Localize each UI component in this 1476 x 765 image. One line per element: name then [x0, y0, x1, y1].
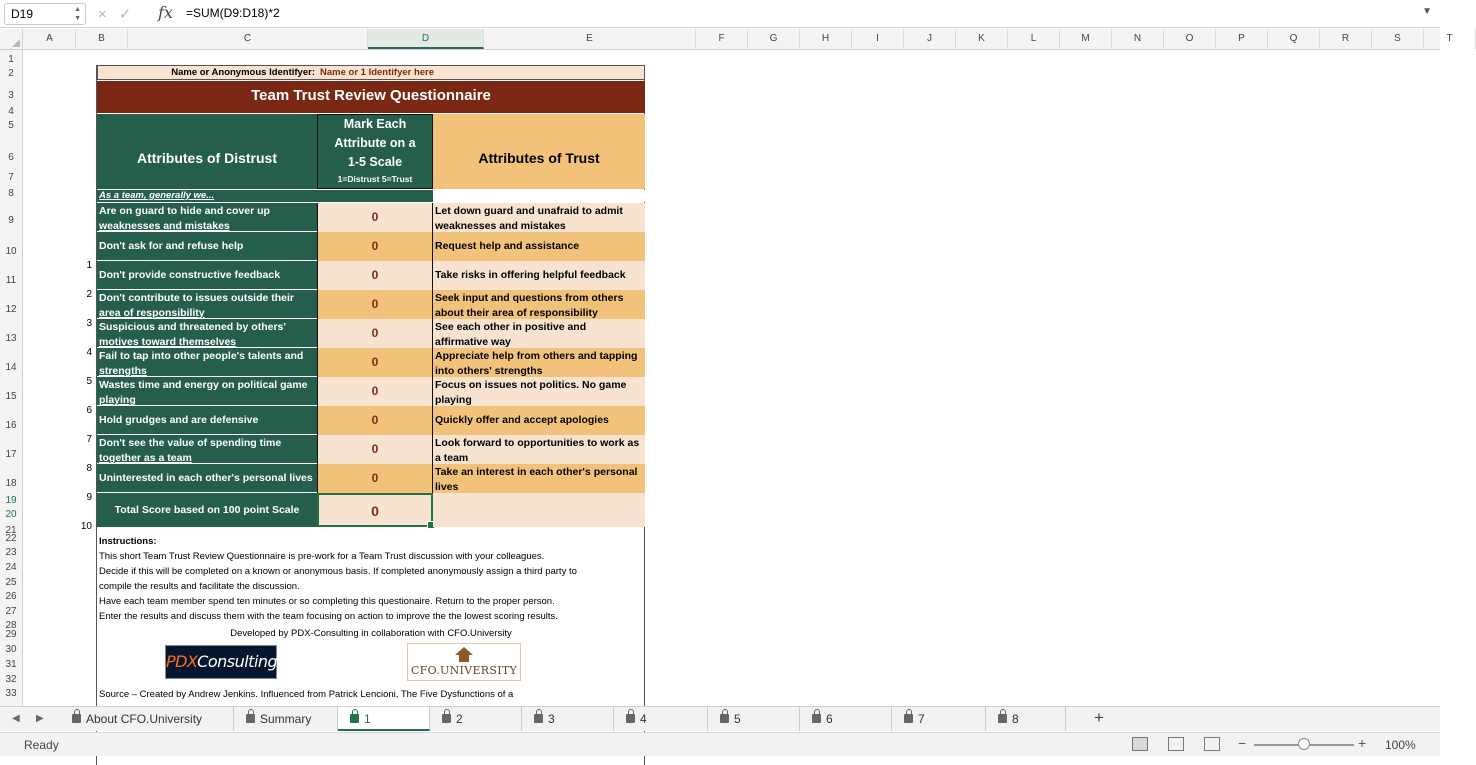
sheet-tab-label: 4 [640, 712, 647, 726]
sheet-tab-label: 5 [734, 712, 741, 726]
row-header[interactable]: 33 [5, 688, 17, 699]
total-label: Total Score based on 100 point Scale [97, 493, 317, 527]
as-team-label: As a team, generally we... [97, 190, 317, 202]
score-cell[interactable]: 0 [317, 406, 433, 435]
pdx-logo-text-a: PD [166, 652, 187, 671]
question-number: 8 [86, 463, 92, 474]
trust-attribute [433, 377, 645, 406]
distrust-attribute [97, 406, 317, 435]
distrust-attribute [97, 348, 317, 377]
row-header[interactable]: 16 [5, 420, 17, 431]
header-scale [317, 114, 433, 189]
sheet-tab[interactable] [234, 707, 338, 731]
row-header[interactable]: 32 [5, 674, 17, 685]
question-row [97, 406, 645, 435]
questionnaire-form [96, 65, 645, 765]
question-number: 10 [80, 521, 92, 532]
lock-icon [626, 714, 635, 723]
row-header[interactable]: 1 [8, 54, 14, 65]
column-header[interactable]: O [1164, 29, 1216, 49]
question-row [97, 377, 645, 406]
trust-attribute [433, 406, 645, 435]
zoom-level: 100% [1385, 738, 1416, 752]
distrust-text: Uninterested in each other's personal lives [99, 472, 313, 484]
column-headers [0, 29, 1453, 50]
pdx-logo-text-x: X [186, 652, 198, 671]
trust-text: lives [435, 481, 459, 493]
formula-actions [98, 5, 143, 23]
row-header[interactable]: 20 [5, 509, 17, 520]
cancel-icon[interactable]: × [98, 6, 119, 23]
sheet-tab[interactable] [614, 707, 708, 731]
question-number: 7 [86, 434, 92, 445]
column-header[interactable]: N [1112, 29, 1164, 49]
score-cell[interactable]: 0 [317, 232, 433, 261]
confirm-icon[interactable]: ✓ [118, 6, 144, 23]
worksheet-grid[interactable] [24, 50, 1440, 706]
column-header[interactable]: P [1216, 29, 1268, 49]
column-header[interactable]: I [852, 29, 904, 49]
pdx-consulting-logo [165, 645, 277, 679]
cfo-logo-text: CFO.UNIVERSITY [410, 664, 518, 677]
score-cell[interactable]: 0 [317, 348, 433, 377]
row-header[interactable]: 30 [5, 644, 17, 655]
name-box[interactable] [4, 3, 86, 25]
name-input-cell[interactable]: Name or 1 Identifyer here [320, 67, 435, 78]
question-number: 4 [86, 347, 92, 358]
cell-reference: D19 [11, 7, 34, 21]
trust-attribute [433, 261, 645, 290]
select-all-corner[interactable] [0, 29, 23, 49]
sheet-tab[interactable] [522, 707, 614, 731]
scroll-tabs-right-icon[interactable]: ▶ [36, 713, 44, 724]
instructions-heading: Instructions: [99, 536, 157, 547]
row-header[interactable]: 4 [8, 106, 14, 117]
instructions [99, 534, 639, 624]
distrust-text: Don't see the value of spending time [99, 437, 282, 449]
sheet-tab-label: 3 [548, 712, 555, 726]
row-header[interactable]: 21 [5, 525, 17, 536]
name-box-stepper-icon[interactable]: ▲ ▼ [74, 6, 81, 22]
column-header[interactable]: J [904, 29, 956, 49]
sheet-tab-label: Summary [260, 712, 312, 726]
score-cell[interactable]: 0 [317, 319, 433, 348]
form-title: Team Trust Review Questionnaire [97, 81, 645, 113]
column-header[interactable]: G [748, 29, 800, 49]
trust-text: See each other in positive and [435, 321, 587, 333]
trust-attribute [433, 203, 645, 232]
expand-formula-bar-icon[interactable]: ▼ [1422, 6, 1432, 17]
column-header[interactable]: D [368, 29, 484, 49]
column-header[interactable]: F [696, 29, 748, 49]
row-header[interactable]: 24 [5, 562, 17, 573]
trust-text: Look forward to opportunities to work as [435, 437, 640, 449]
sheet-tab[interactable] [708, 707, 800, 731]
row-header[interactable]: 2 [8, 68, 14, 79]
score-cell[interactable]: 0 [317, 435, 433, 464]
header-scale-line3: 1-5 Scale [347, 155, 403, 169]
column-header[interactable]: Q [1268, 29, 1320, 49]
trust-text: Take risks in offering helpful feedback [435, 269, 626, 281]
row-header[interactable]: 8 [8, 188, 14, 199]
column-header[interactable]: A [24, 29, 76, 49]
zoom-in-icon[interactable]: + [1358, 735, 1367, 751]
question-row [97, 319, 645, 348]
question-row [97, 232, 645, 261]
row-header[interactable]: 7 [8, 172, 14, 183]
distrust-attribute [97, 261, 317, 290]
lock-icon [998, 714, 1007, 723]
cfo-university-logo [407, 643, 521, 681]
distrust-attribute [97, 232, 317, 261]
score-cell[interactable]: 0 [317, 290, 433, 319]
question-row [97, 348, 645, 377]
question-row [97, 261, 645, 290]
trust-text: affirmative way [435, 336, 511, 348]
trust-text: about their area of responsibility [435, 307, 598, 319]
lock-icon [246, 714, 255, 723]
zoom-out-icon[interactable]: − [1238, 735, 1247, 751]
trust-text: Take an interest in each other's personal [435, 466, 638, 478]
instruction-line: Decide if this will be completed on a known or anonymous basis. If completed anonymously assign a third party to [99, 566, 577, 577]
lock-icon [72, 714, 81, 723]
question-number: 6 [86, 405, 92, 416]
insert-function-icon[interactable]: fx [158, 3, 173, 22]
distrust-text: strengths [99, 365, 147, 377]
row-header[interactable]: 3 [8, 90, 14, 101]
row-header[interactable]: 12 [5, 304, 17, 315]
distrust-text: together as a team [99, 452, 192, 464]
column-header[interactable]: K [956, 29, 1008, 49]
question-number: 3 [86, 318, 92, 329]
header-scale-line2: Attribute on a [334, 136, 416, 150]
as-team-mid [317, 190, 433, 202]
lock-icon [442, 714, 451, 723]
row-header[interactable]: 25 [5, 577, 17, 588]
row-header[interactable]: 6 [8, 152, 14, 163]
row-header[interactable]: 9 [8, 215, 14, 226]
trust-text: playing [435, 394, 472, 406]
question-number: 1 [86, 260, 92, 271]
column-header[interactable]: E [484, 29, 696, 49]
header-trust: Attributes of Trust [433, 114, 645, 189]
status-text: Ready [24, 738, 59, 752]
distrust-text: area of responsibility [99, 307, 205, 319]
sheet-tab-label: 8 [1012, 712, 1019, 726]
sheet-tab[interactable] [986, 707, 1066, 731]
distrust-text: Suspicious and threatened by others' [99, 321, 286, 333]
row-header[interactable]: 29 [5, 629, 17, 640]
column-header[interactable]: B [76, 29, 128, 49]
row-header[interactable]: 5 [8, 120, 14, 131]
row-header[interactable]: 27 [5, 606, 17, 617]
trust-text: a team [435, 452, 469, 464]
distrust-text: Don't contribute to issues outside their [99, 292, 295, 304]
distrust-attribute [97, 203, 317, 232]
trust-text: Seek input and questions from others [435, 292, 624, 304]
lock-icon [812, 714, 821, 723]
distrust-text: playing [99, 394, 136, 406]
column-header[interactable]: C [128, 29, 368, 49]
trust-text: Focus on issues not politics. No game [435, 379, 627, 391]
sheet-tab[interactable] [430, 707, 522, 731]
header-scale-legend: 1=Distrust 5=Trust [337, 174, 413, 184]
score-cell[interactable]: 0 [317, 377, 433, 406]
sheet-tab-label: About CFO.University [86, 712, 203, 726]
zoom-slider-handle[interactable] [1298, 738, 1310, 750]
pdx-logo-text-c: Consulting [197, 652, 278, 671]
trust-attribute [433, 348, 645, 377]
status-bar [0, 732, 1440, 756]
row-header[interactable]: 10 [5, 246, 17, 257]
trust-text: Quickly offer and accept apologies [435, 414, 609, 426]
scroll-tabs-left-icon[interactable]: ◀ [12, 713, 20, 724]
trust-attribute [433, 435, 645, 464]
question-number: 2 [86, 289, 92, 300]
question-number: 5 [86, 376, 92, 387]
total-filler [433, 493, 645, 527]
sheet-tab-label: 6 [826, 712, 833, 726]
lock-icon [350, 714, 359, 723]
column-header[interactable]: H [800, 29, 852, 49]
distrust-text: Don't provide constructive feedback [99, 269, 281, 281]
row-header[interactable]: 26 [5, 591, 17, 602]
page-layout-view-icon[interactable] [1168, 737, 1184, 751]
trust-text: Request help and assistance [435, 240, 580, 252]
developed-by: Developed by PDX-Consulting in collaboration with CFO.University [230, 628, 512, 639]
distrust-attribute [97, 464, 317, 493]
distrust-attribute [97, 435, 317, 464]
sheet-tab-label: 7 [918, 712, 925, 726]
distrust-text: Hold grudges and are defensive [99, 414, 259, 426]
score-cell[interactable]: 0 [317, 464, 433, 493]
row-header[interactable]: 13 [5, 333, 17, 344]
source-text: Source – Created by Andrew Jenkins. Influenced from Patrick Lencioni, The Five Dysfunctions of a [99, 689, 514, 700]
question-row [97, 203, 645, 232]
header-scale-line1: Mark Each [343, 117, 407, 131]
row-header[interactable]: 22 [5, 533, 17, 544]
trust-text: into others' strengths [435, 365, 543, 377]
distrust-text: Are on guard to hide and cover up [99, 205, 270, 217]
distrust-text: motives toward themselves [99, 336, 237, 348]
column-header[interactable]: R [1320, 29, 1372, 49]
sheet-tab[interactable] [892, 707, 986, 731]
column-header[interactable]: M [1060, 29, 1112, 49]
row-header[interactable]: 19 [5, 495, 17, 506]
trust-attribute [433, 232, 645, 261]
instruction-line: This short Team Trust Review Questionnaire is pre-work for a Team Trust discussion with your colleagues. [99, 551, 545, 562]
sheet-tab-label: 2 [456, 712, 463, 726]
row-header[interactable]: 18 [5, 478, 17, 489]
total-score-cell[interactable]: 0 [317, 493, 433, 527]
column-header[interactable]: L [1008, 29, 1060, 49]
header-distrust: Attributes of Distrust [97, 114, 317, 189]
sheet-tab[interactable] [338, 707, 430, 731]
lock-icon [720, 714, 729, 723]
distrust-attribute [97, 377, 317, 406]
row-header[interactable]: 23 [5, 547, 17, 558]
row-header[interactable]: 28 [5, 620, 17, 631]
distrust-attribute [97, 290, 317, 319]
house-icon [455, 647, 473, 655]
row-header[interactable]: 17 [5, 449, 17, 460]
score-cell[interactable]: 0 [317, 203, 433, 232]
instruction-line: Have each team member spend ten minutes or so completing this questionaire. Return to the proper person. [99, 596, 555, 607]
trust-attribute [433, 464, 645, 493]
name-label: Name or Anonymous Identifyer: [171, 67, 315, 78]
score-cell[interactable]: 0 [317, 261, 433, 290]
question-row [97, 435, 645, 464]
row-header[interactable]: 14 [5, 362, 17, 373]
instruction-line: Enter the results and discuss them with the team focusing on action to improve the the lowest scoring results. [99, 611, 558, 622]
sheet-tabs [0, 706, 1440, 731]
question-row [97, 464, 645, 493]
instruction-line: compile the results and facilitate the discussion. [99, 581, 300, 592]
lock-icon [534, 714, 543, 723]
row-headers [0, 50, 23, 706]
distrust-text: Don't ask for and refuse help [99, 240, 244, 252]
sheet-tab[interactable] [60, 707, 234, 731]
distrust-text: Fail to tap into other people's talents and [99, 350, 304, 362]
sheet-tab-label: 1 [364, 712, 371, 726]
name-row [97, 65, 645, 80]
column-header[interactable]: T [1424, 29, 1476, 49]
row-header[interactable]: 15 [5, 391, 17, 402]
house-base-icon [459, 655, 469, 662]
column-header[interactable]: S [1372, 29, 1424, 49]
question-number: 9 [86, 492, 92, 503]
lock-icon [904, 714, 913, 723]
trust-text: weaknesses and mistakes [435, 220, 566, 232]
page-break-view-icon[interactable] [1204, 737, 1220, 751]
normal-view-icon[interactable] [1132, 737, 1148, 751]
question-row [97, 290, 645, 319]
row-header[interactable]: 31 [5, 659, 17, 670]
distrust-attribute [97, 319, 317, 348]
trust-attribute [433, 319, 645, 348]
trust-text: Let down guard and unafraid to admit [435, 205, 623, 217]
distrust-text: weaknesses and mistakes [99, 220, 230, 232]
formula-input[interactable]: =SUM(D9:D18)*2 [186, 6, 280, 20]
trust-text: Appreciate help from others and tapping [435, 350, 638, 362]
distrust-text: Wastes time and energy on political game [99, 379, 308, 391]
add-sheet-icon[interactable]: + [1094, 708, 1104, 727]
sheet-tab[interactable] [800, 707, 892, 731]
as-team-right [433, 190, 645, 202]
formula-bar [0, 0, 1440, 28]
row-header[interactable]: 11 [5, 275, 17, 286]
trust-attribute [433, 290, 645, 319]
